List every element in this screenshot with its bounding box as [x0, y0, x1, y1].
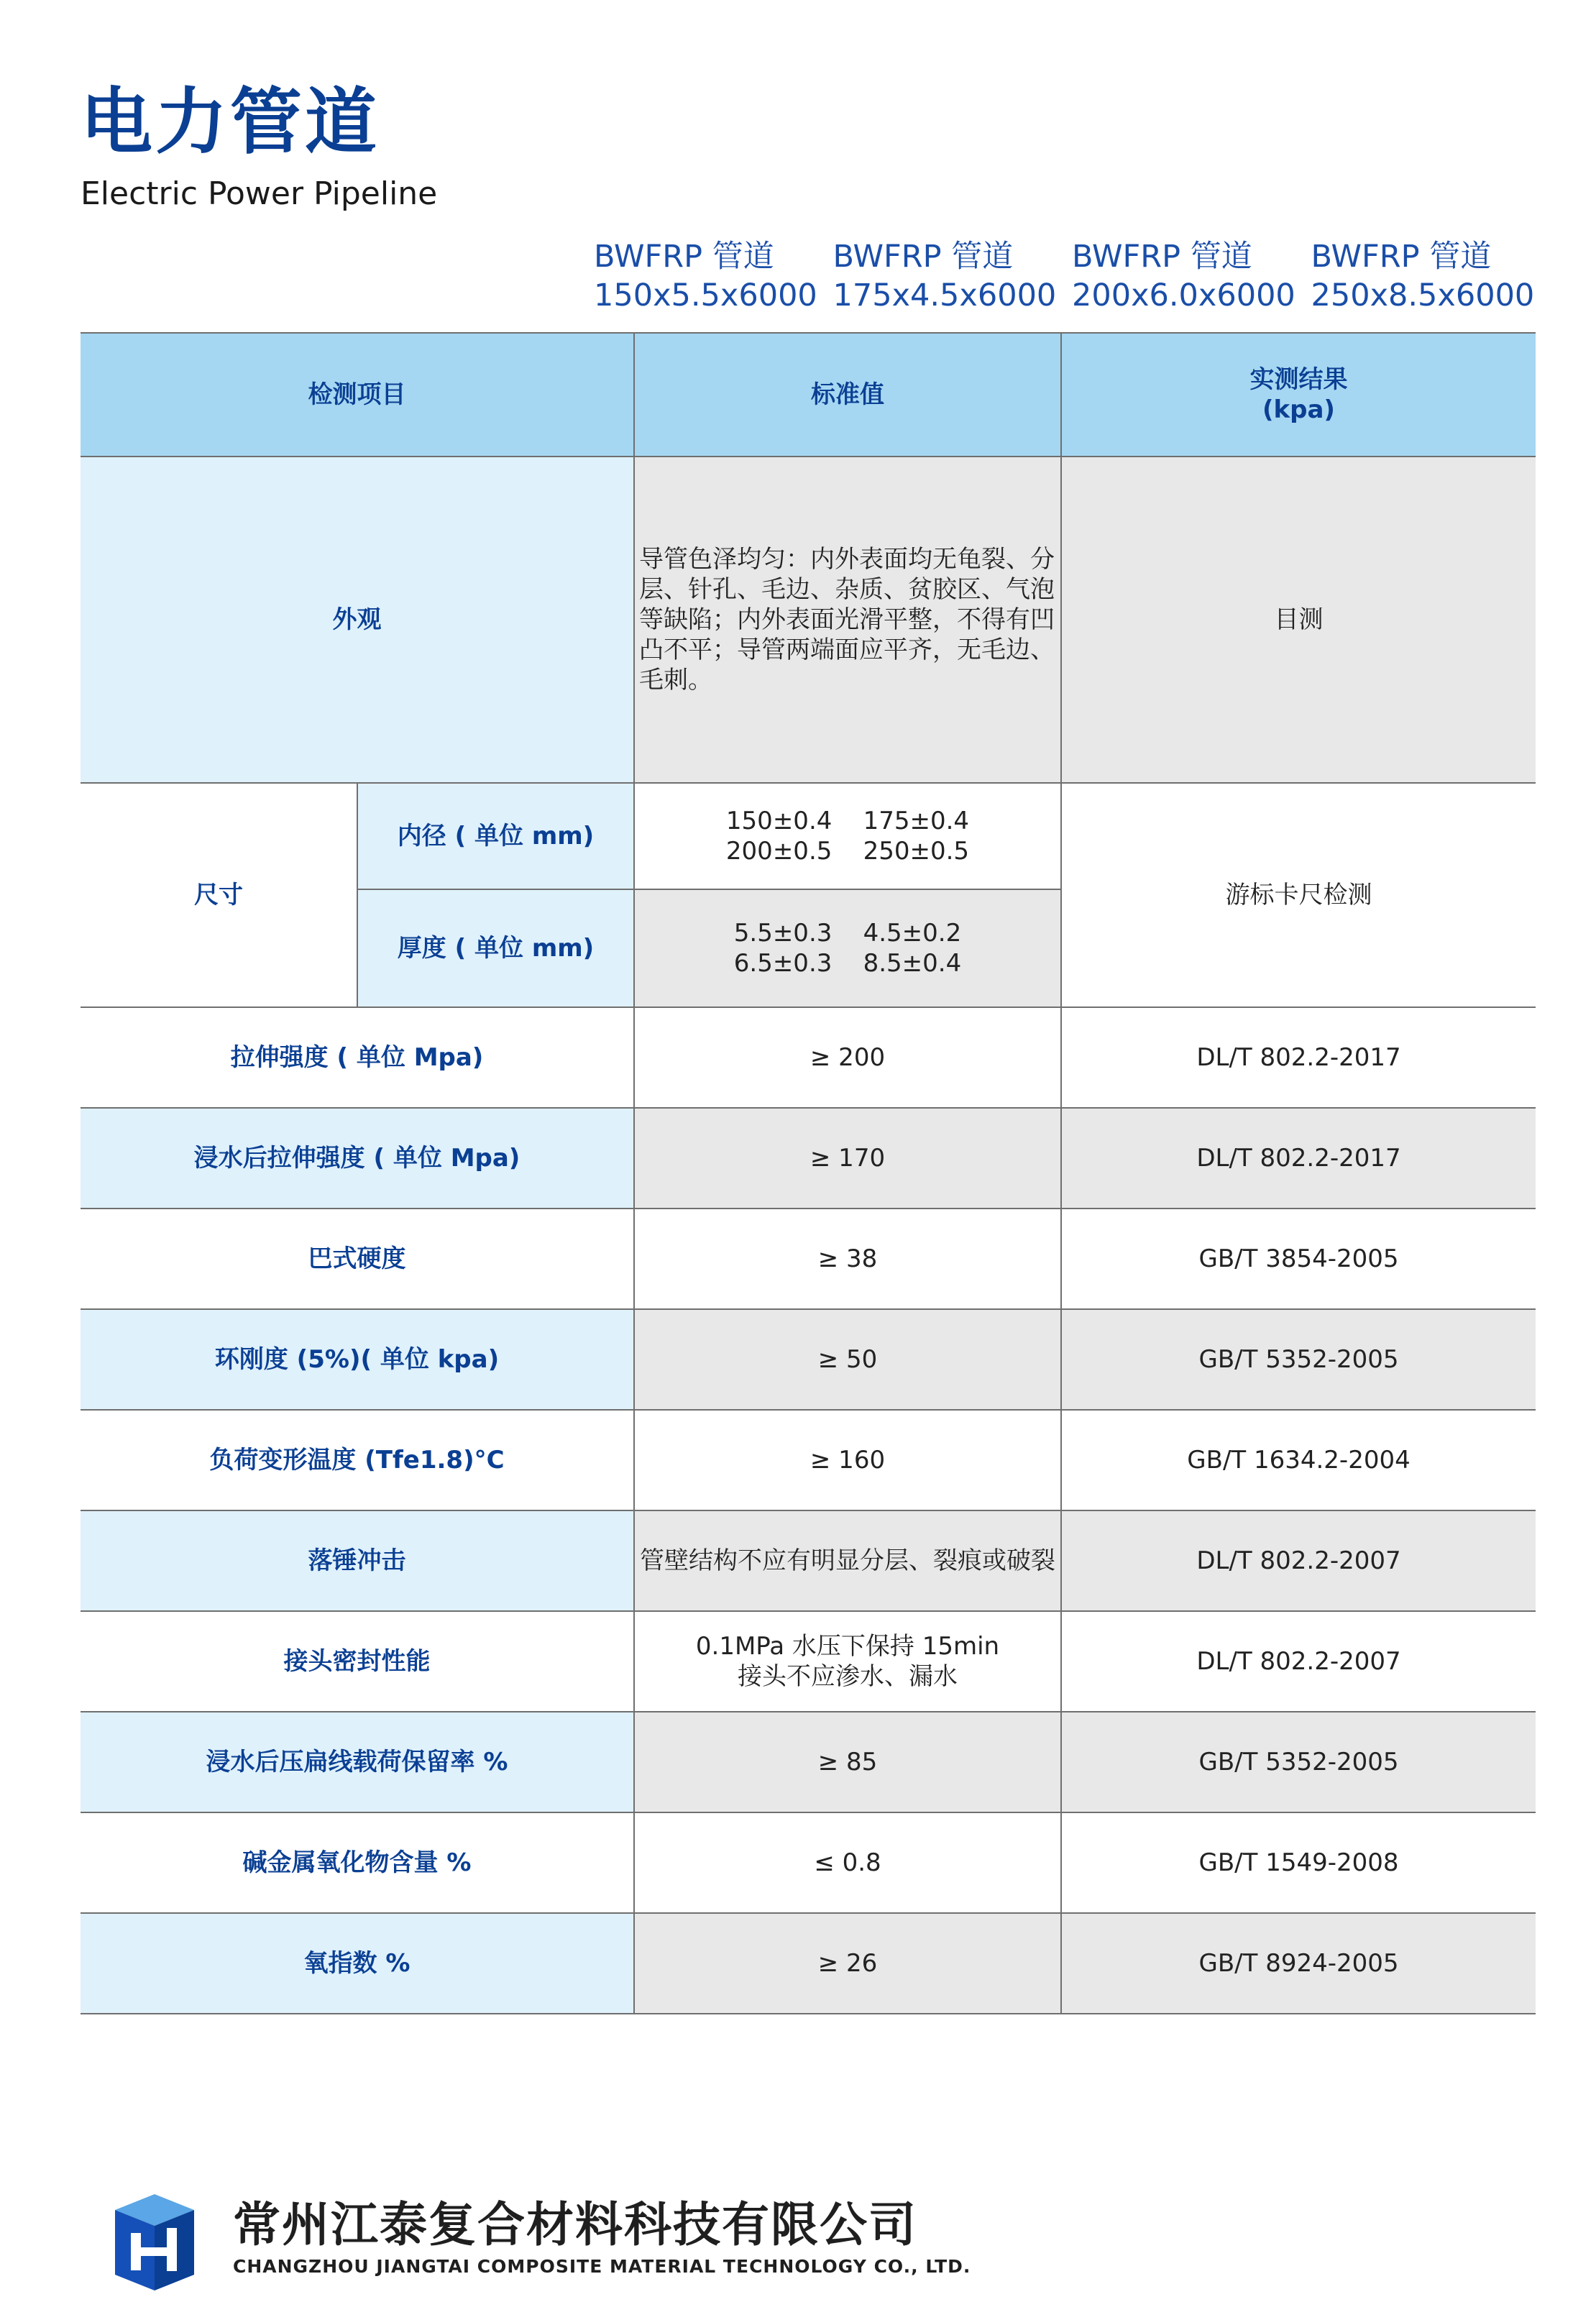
- row-result: GB/T 1634.2-2004: [1061, 1410, 1536, 1510]
- row-standard: ≥ 38: [634, 1209, 1061, 1309]
- company-name-en: CHANGZHOU JIANGTAI COMPOSITE MATERIAL TECHNOLOGY CO., LTD.: [233, 2256, 971, 2277]
- table-row-appearance: [81, 457, 1536, 783]
- row-result: DL/T 802.2-2017: [1061, 1108, 1536, 1209]
- row-result: DL/T 802.2-2017: [1061, 1007, 1536, 1108]
- model-name: BWFRP 管道: [594, 239, 774, 275]
- row-item: 负荷变形温度 (Tfe1.8)°C: [81, 1410, 634, 1510]
- header-standard: 标准值: [634, 333, 1061, 457]
- row-subitem-thickness: 厚度 ( 单位 mm): [357, 889, 634, 1007]
- table-row: [81, 1108, 1536, 1209]
- row-standard: ≤ 0.8: [634, 1812, 1061, 1913]
- header-result-line1: 实测结果: [1249, 365, 1348, 394]
- row-standard: ≥ 170: [634, 1108, 1061, 1209]
- model-4: [1311, 237, 1551, 315]
- standard-line2: 接头不应渗水、漏水: [738, 1662, 958, 1691]
- row-result: GB/T 3854-2005: [1061, 1209, 1536, 1309]
- row-standard: ≥ 160: [634, 1410, 1061, 1510]
- table-row: [81, 1712, 1536, 1812]
- table-row: [81, 1913, 1536, 2014]
- table-row: [81, 1410, 1536, 1510]
- table-row: [81, 1812, 1536, 1913]
- thickness-line2: 6.5±0.3 8.5±0.4: [733, 949, 962, 978]
- row-item: 浸水后拉伸强度 ( 单位 Mpa): [81, 1108, 634, 1209]
- spec-table: [81, 332, 1536, 2014]
- row-standard: 导管色泽均匀：内外表面均无龟裂、分层、针孔、毛边、杂质、贫胶区、气泡等缺陷；内外表面光滑平整，不得有凹凸不平；导管两端面应平齐，无毛边、毛刺。: [634, 457, 1061, 783]
- page-subtitle: Electric Power Pipeline: [81, 175, 438, 212]
- model-spec: 250x8.5x6000: [1311, 278, 1535, 313]
- row-standard: ≥ 26: [634, 1913, 1061, 2014]
- table-row-size-inner: [81, 783, 1536, 889]
- table-row: [81, 1209, 1536, 1309]
- row-result: DL/T 802.2-2007: [1061, 1611, 1536, 1712]
- row-standard: ≥ 200: [634, 1007, 1061, 1108]
- row-result: GB/T 8924-2005: [1061, 1913, 1536, 2014]
- row-result: GB/T 1549-2008: [1061, 1812, 1536, 1913]
- table-row: [81, 1309, 1536, 1410]
- thickness-line1: 5.5±0.3 4.5±0.2: [733, 919, 962, 948]
- model-name: BWFRP 管道: [833, 239, 1014, 275]
- row-result: DL/T 802.2-2007: [1061, 1510, 1536, 1611]
- page-title: 电力管道: [81, 80, 380, 164]
- row-item-size: 尺寸: [81, 783, 357, 1007]
- row-item: 巴式硬度: [81, 1209, 634, 1309]
- row-subitem-inner: 内径 ( 单位 mm): [357, 783, 634, 889]
- model-spec: 150x5.5x6000: [594, 278, 817, 313]
- row-item: 氧指数 %: [81, 1913, 634, 2014]
- row-standard: [634, 1611, 1061, 1712]
- header-result: [1061, 333, 1536, 457]
- row-item: 拉伸强度 ( 单位 Mpa): [81, 1007, 634, 1108]
- row-standard-inner: [634, 783, 1061, 889]
- row-item: 接头密封性能: [81, 1611, 634, 1712]
- model-1: [594, 237, 833, 315]
- standard-line1: 0.1MPa 水压下保持 15min: [695, 1632, 1000, 1661]
- row-result: GB/T 5352-2005: [1061, 1712, 1536, 1812]
- table-row: [81, 1510, 1536, 1611]
- row-standard: 管壁结构不应有明显分层、裂痕或破裂: [634, 1510, 1061, 1611]
- inner-line2: 200±0.5 250±0.5: [725, 837, 970, 866]
- model-spec: 200x6.0x6000: [1072, 278, 1295, 313]
- row-item: 浸水后压扁线载荷保留率 %: [81, 1712, 634, 1812]
- header-item: 检测项目: [81, 333, 634, 457]
- row-item: 落锤冲击: [81, 1510, 634, 1611]
- row-standard: ≥ 85: [634, 1712, 1061, 1812]
- model-list: [594, 237, 1550, 315]
- model-2: [833, 237, 1073, 315]
- row-result: 目测: [1061, 457, 1536, 783]
- company-name-cn: 常州江泰复合材料科技有限公司: [233, 2197, 917, 2252]
- row-result: GB/T 5352-2005: [1061, 1309, 1536, 1410]
- model-name: BWFRP 管道: [1311, 239, 1492, 275]
- model-3: [1072, 237, 1311, 315]
- inner-line1: 150±0.4 175±0.4: [725, 807, 970, 835]
- table-row: [81, 1007, 1536, 1108]
- header-result-line2: (kpa): [1262, 395, 1335, 424]
- row-result-size: 游标卡尺检测: [1061, 783, 1536, 1007]
- row-item: 外观: [81, 457, 634, 783]
- model-spec: 175x4.5x6000: [833, 278, 1057, 313]
- model-name: BWFRP 管道: [1072, 239, 1252, 275]
- row-standard-thickness: [634, 889, 1061, 1007]
- row-item: 碱金属氧化物含量 %: [81, 1812, 634, 1913]
- table-header-row: [81, 333, 1536, 457]
- table-row: [81, 1611, 1536, 1712]
- company-logo-icon: [101, 2188, 208, 2296]
- row-standard: ≥ 50: [634, 1309, 1061, 1410]
- row-item: 环刚度 (5%)( 单位 kpa): [81, 1309, 634, 1410]
